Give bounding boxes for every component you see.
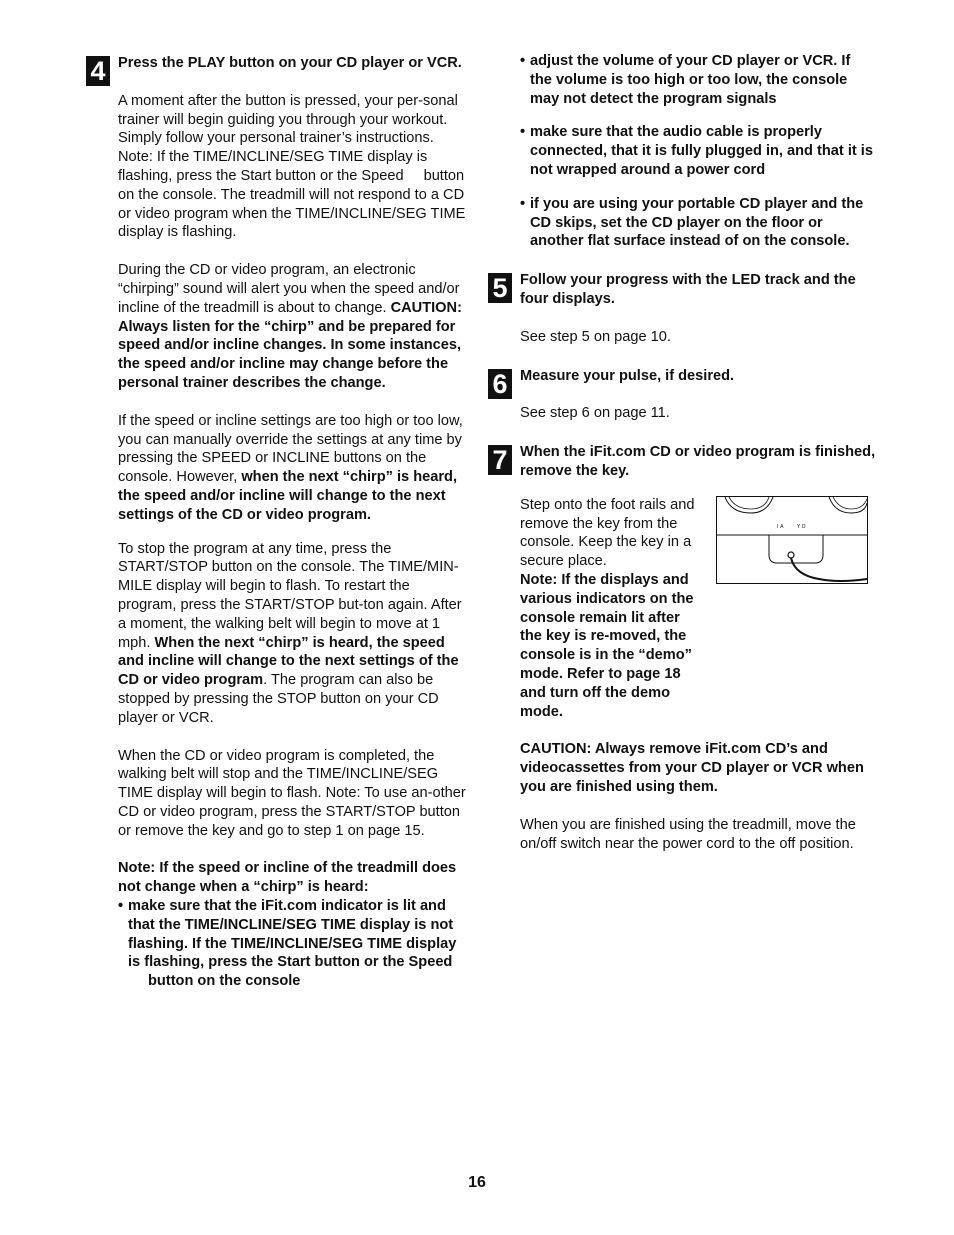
step-5-heading: Follow your progress with the LED track and the four displays. (520, 272, 856, 307)
bullet-item: • if you are using your portable CD player and the CD skips, set the CD player on the floor or another flat surface instead of on the console. (520, 195, 876, 251)
left-column (86, 54, 470, 991)
figure-label-yo: Y O (797, 523, 806, 530)
bullet-item: • adjust the volume of your CD player or VCR. If the volume is too high or too low, the console may not detect the program signals (520, 52, 876, 108)
step-7-caution: CAUTION: Always remove iFit.com CD’s and videocassettes from your CD player or VCR when you are finished using them. (520, 741, 864, 795)
step-5 (488, 271, 876, 346)
step-4-paragraph-1: A moment after the button is pressed, your per-sonal trainer will begin guiding you through your workout. Simply follow your personal trainer’s instructions. Note: If the TIME/INCLINE/SEG TIME display is flashing, press the Start button or the Speed button on the console. The treadmill will not respond to a CD or video program when the TIME/INCLINE/SEG TIME display is flashing. (118, 92, 466, 241)
step-7-text: Step onto the foot rails and remove the key from the console. Keep the key in a secure place. (520, 496, 695, 570)
step-number-6: 6 (488, 369, 512, 399)
step-7-heading: When the iFit.com CD or video program is finished, remove the key. (520, 444, 876, 479)
step-4-paragraph-5: When the CD or video program is completed, the walking belt will stop and the TIME/INCLINE/SEG TIME display will begin to flash. Note: To use an-other CD or video program, press the START/STOP button or remove the key and go to step 1 on page 15. (118, 747, 466, 839)
step-4 (86, 54, 470, 991)
bullet-item: • make sure that the audio cable is properly connected, that it is fully plugged in, and that it is not wrapped around a power cord (520, 123, 876, 179)
step-7 (488, 443, 876, 853)
step-number-5: 5 (488, 273, 512, 303)
console-key-icon (717, 497, 867, 583)
chirp-note-heading: Note: If the speed or incline of the treadmill does not change when a “chirp” is heard: (118, 860, 457, 896)
page-number: 16 (468, 1174, 486, 1191)
step-5-text: See step 5 on page 10. (520, 328, 671, 345)
step-number-4: 4 (86, 56, 110, 86)
step-4-heading: Press the PLAY button on your CD player or VCR. (118, 55, 462, 71)
step-4-paragraph-3: If the speed or incline settings are too high or too low, you can manually override the settings at any time by pressing the SPEED or INCLINE buttons on the console. However, when the next “chirp” is heard, the speed and/or incline will change to the next settings of the CD or video program. (118, 412, 463, 523)
step-number-7: 7 (488, 445, 512, 475)
step-7-final: When you are finished using the treadmill, move the on/off switch near the power cord to the off position. (520, 816, 856, 852)
step-6-heading: Measure your pulse, if desired. (520, 367, 735, 384)
key-removal-section (520, 496, 876, 722)
right-column (488, 52, 876, 853)
chirp-note-bullets-continued (520, 52, 876, 251)
step-4-paragraph-4: To stop the program at any time, press the START/STOP button on the console. The TIME/MIN-MILE display will begin to flash. To restart the program, press the START/STOP but-ton again. After a moment, the walking belt will begin to move at 1 mph. When the next “chirp” is heard, the speed and incline will change to the next settings of the CD or video program. The program can also be stopped by pressing the STOP button on your CD player or VCR. (118, 540, 462, 726)
console-key-illustration (716, 496, 868, 584)
step-6-text: See step 6 on page 11. (520, 405, 670, 422)
step-6 (488, 367, 876, 424)
chirp-note-bullets (118, 897, 470, 991)
bullet-item: • make sure that the iFit.com indicator is lit and that the TIME/INCLINE/SEG TIME display is not flashing. If the TIME/INCLINE/SEG TIME display is flashing, press the Start button or the Speedbutton on the console (118, 897, 470, 991)
figure-label-ia: I A (777, 523, 784, 530)
step-7-demo-note: Note: If the displays and various indicators on the console remain lit after the key is re-moved, the console is in the “demo” mode. Refer to page 18 and turn off the demo mode. (520, 571, 694, 720)
step-4-paragraph-2: During the CD or video program, an electronic “chirping” sound will alert you when the speed and/or incline of the treadmill is about to change. CAUTION: Always listen for the “chirp” and be prepared for speed and/or incline changes. In some instances, the speed and/or incline may change before the personal trainer describes the change. (118, 262, 462, 391)
